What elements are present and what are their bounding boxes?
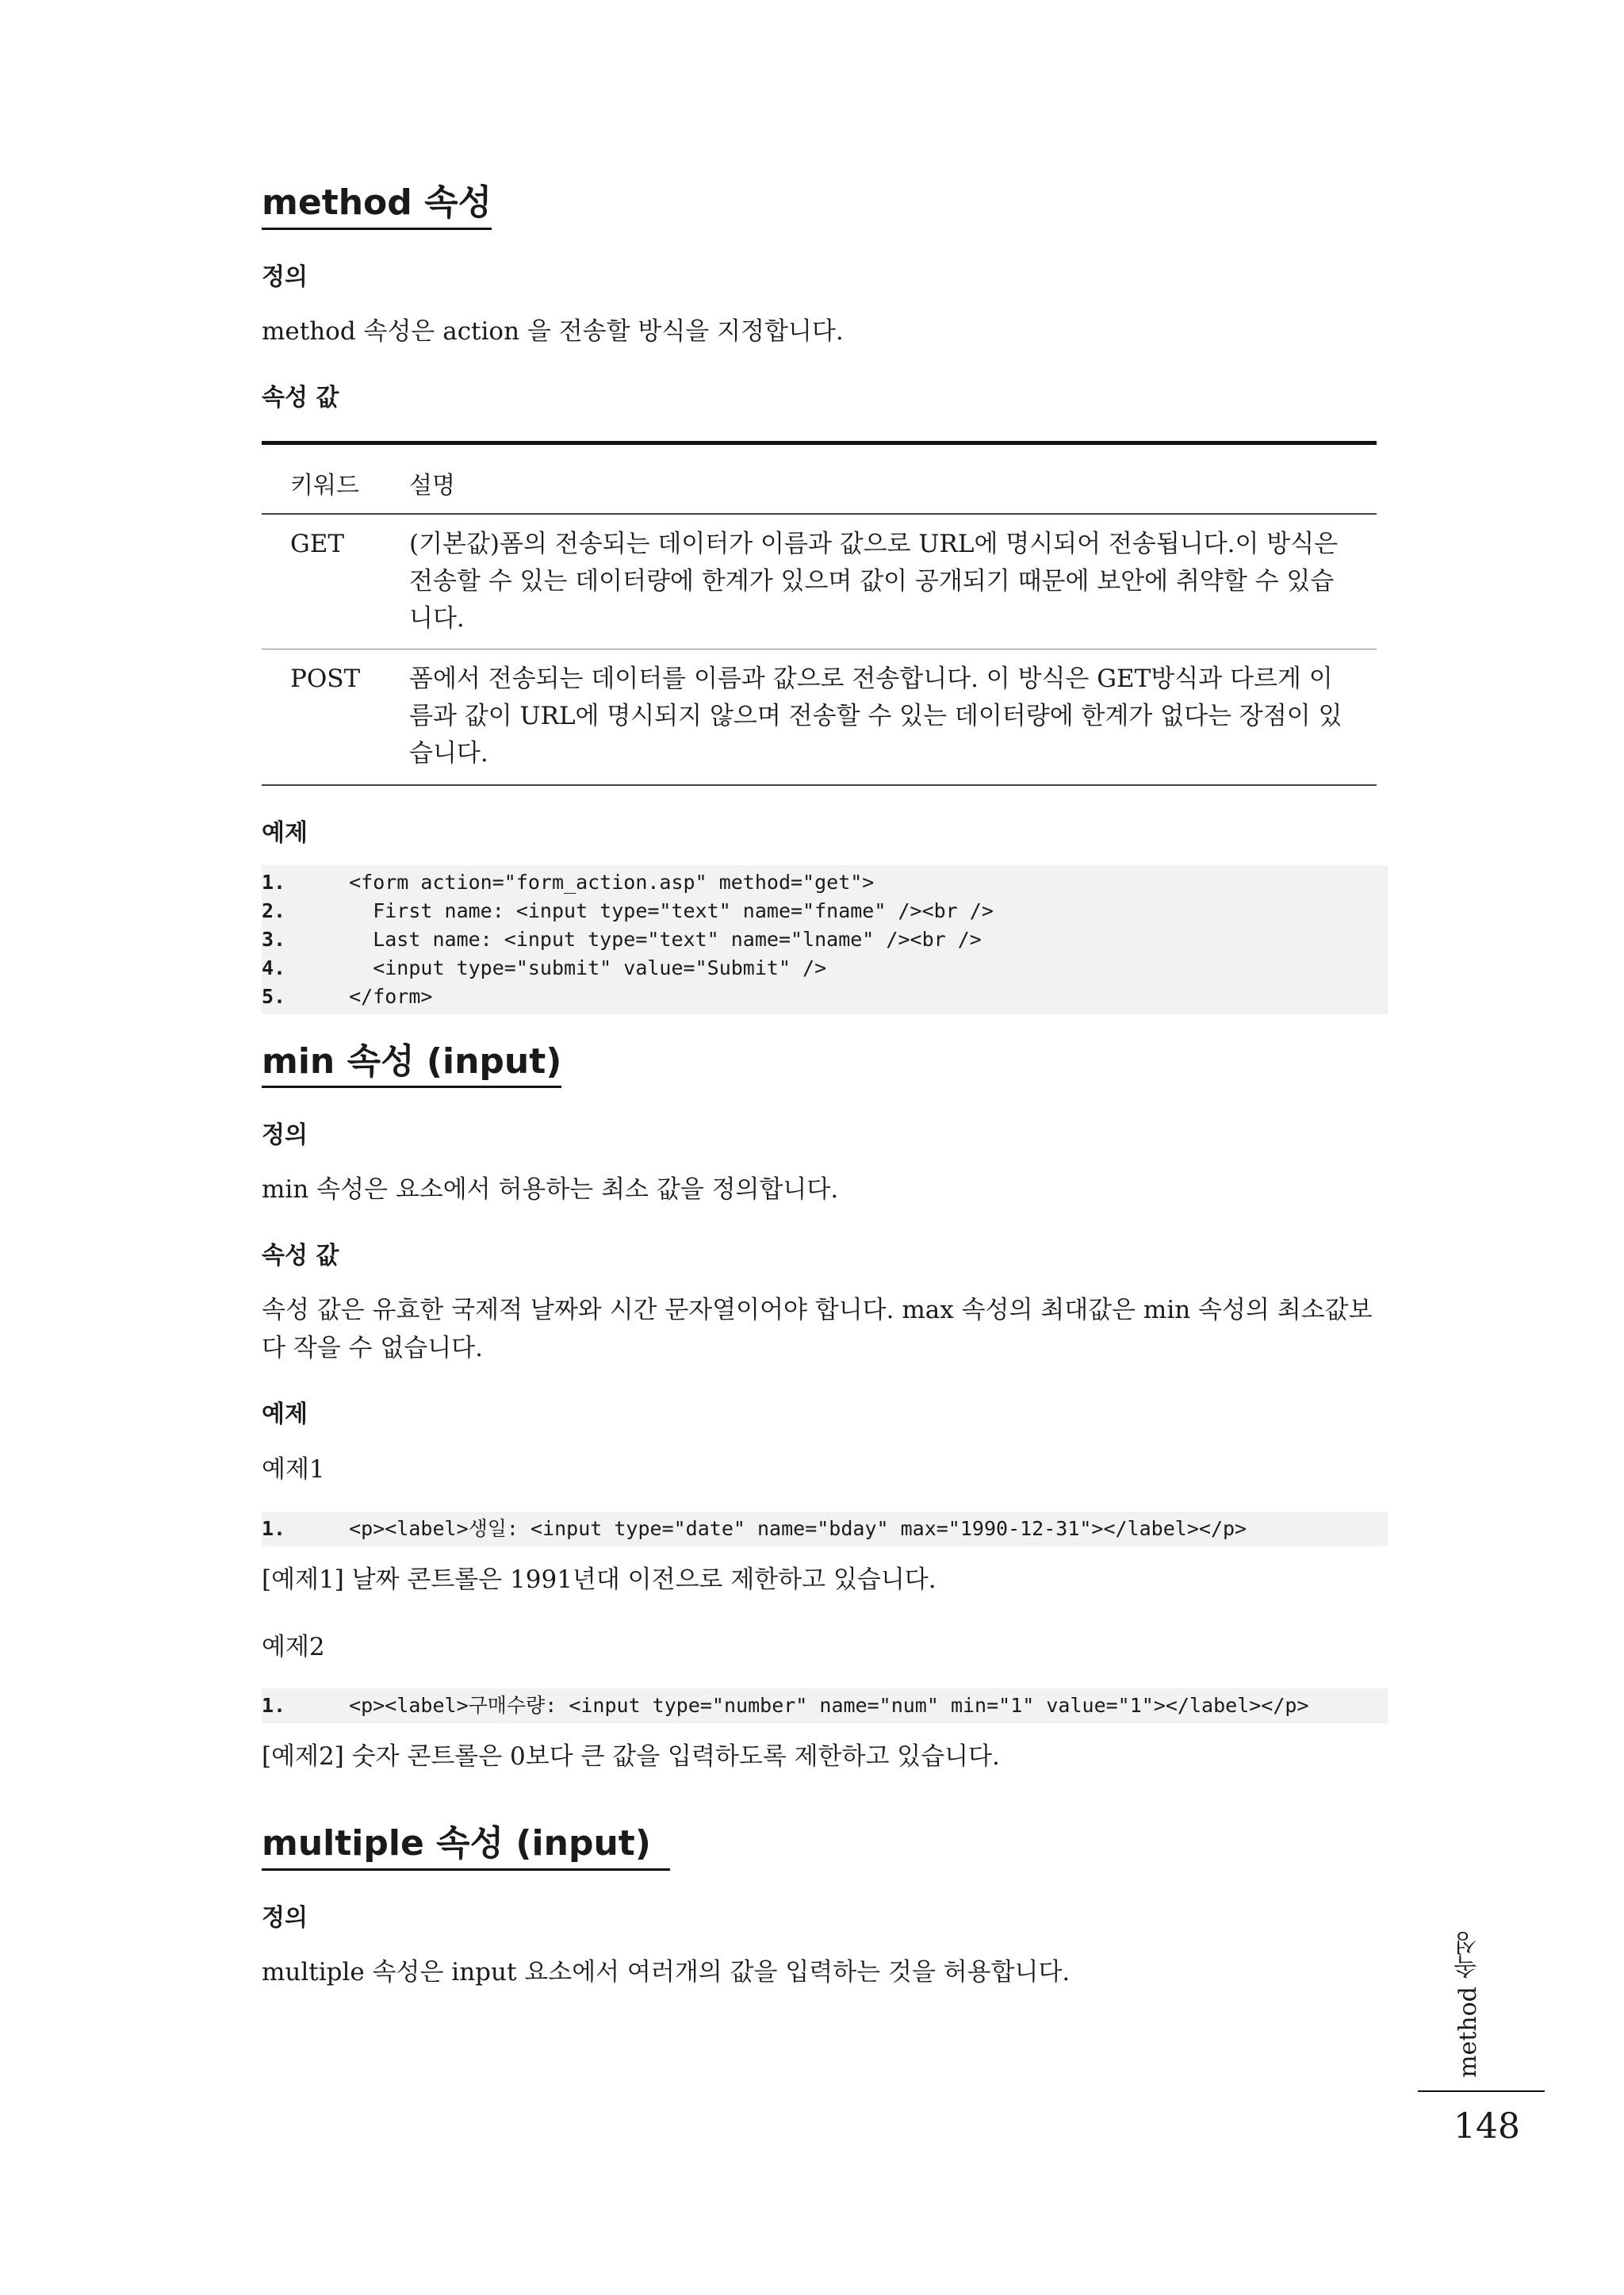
code-line	[262, 983, 1388, 1011]
code-line	[262, 868, 1388, 897]
line-number: 1.	[262, 870, 286, 894]
multiple-section	[262, 1823, 1388, 1991]
example1-caption: [예제1] 날짜 콘트롤은 1991년대 이전으로 제한하고 있습니다.	[262, 1565, 936, 1594]
description-cell: 폼에서 전송되는 데이터를 이름과 값으로 전송합니다. 이 방식은 GET방식과 다르게 이름과 값이 URL에 명시되지 않으며 전송할 수 있는 데이터량에 한계가 없다는 장점이 있습니다.	[409, 665, 1342, 768]
code-line	[262, 925, 1388, 954]
keyword-cell: GET	[262, 514, 409, 649]
method-title: method 속성	[262, 182, 492, 230]
example2-label: 예제2	[262, 1632, 325, 1661]
page-content	[262, 182, 1388, 1991]
line-number: 5.	[262, 984, 286, 1008]
line-number: 1.	[262, 1694, 286, 1718]
method-definition-text: method 속성은 action 을 전송할 방식을 지정합니다.	[262, 316, 844, 346]
code-line	[262, 1692, 1388, 1720]
min-values-heading: 속성 값	[262, 1242, 339, 1270]
example1-label: 예제1	[262, 1455, 325, 1485]
min-definition-heading: 정의	[262, 1121, 308, 1150]
min-definition-text: min 속성은 요소에서 허용하는 최소 값을 정의합니다.	[262, 1175, 839, 1205]
code-text: First name: <input type="text" name="fname" /><br />	[325, 898, 994, 922]
code-text: <p><label>생일: <input type="date" name="bday" max="1990-12-31"></label></p>	[325, 1516, 1247, 1540]
running-title: method 속성	[1454, 1931, 1482, 2078]
method-definition-heading: 정의	[262, 262, 308, 291]
method-values-table	[262, 441, 1377, 786]
min-values-text: 속성 값은 유효한 국제적 날짜와 시간 문자열이어야 합니다. max 속성의 최대값은 min 속성의 최소값보다 작을 수 없습니다.	[262, 1296, 1373, 1363]
code-line	[262, 897, 1388, 925]
code-line	[262, 1515, 1388, 1543]
keyword-cell: POST	[290, 665, 361, 694]
example2-caption: [예제2] 숫자 콘트롤은 0보다 큰 값을 입력하도록 제한하고 있습니다.	[262, 1742, 1000, 1772]
table-row	[262, 649, 1377, 785]
code-text: <form action="form_action.asp" method="get">	[325, 870, 875, 894]
line-number: 4.	[262, 956, 286, 979]
code-line	[262, 954, 1388, 983]
method-section	[262, 182, 1388, 1014]
min-example-heading: 예제	[262, 1400, 308, 1429]
page-number: 148	[1454, 2106, 1520, 2147]
method-example-heading: 예제	[262, 818, 308, 847]
example1-code-block	[262, 1511, 1388, 1546]
code-text: </form>	[325, 984, 433, 1008]
min-section	[262, 1041, 1388, 1776]
code-text: Last name: <input type="text" name="lname" /><br />	[325, 927, 982, 951]
code-text: <p><label>구매수량: <input type="number" name="num" min="1" value="1"></label></p>	[325, 1694, 1309, 1718]
table-header-keyword: 키워드	[262, 443, 409, 514]
line-number: 3.	[262, 927, 286, 951]
example2-code-block	[262, 1688, 1388, 1723]
multiple-definition-heading: 정의	[262, 1904, 308, 1933]
min-title: min 속성 (input)	[262, 1041, 561, 1089]
line-number: 2.	[262, 898, 286, 922]
line-number: 1.	[262, 1516, 286, 1540]
method-values-heading: 속성 값	[262, 383, 339, 412]
table-header-description: 설명	[409, 443, 1377, 514]
table-row	[262, 514, 1377, 649]
page-number-rule	[1418, 2090, 1545, 2092]
code-text: <input type="submit" value="Submit" />	[325, 956, 827, 979]
multiple-title: multiple 속성 (input)	[262, 1823, 670, 1871]
method-code-block	[262, 865, 1388, 1014]
description-cell: (기본값)폼의 전송되는 데이터가 이름과 값으로 URL에 명시되어 전송됩니다.이 방식은 전송할 수 있는 데이터량에 한계가 있으며 값이 공개되기 때문에 보안에 취약할 수 있습니다.	[409, 514, 1377, 649]
multiple-definition-text: multiple 속성은 input 요소에서 여러개의 값을 입력하는 것을 허용합니다.	[262, 1958, 1071, 1987]
